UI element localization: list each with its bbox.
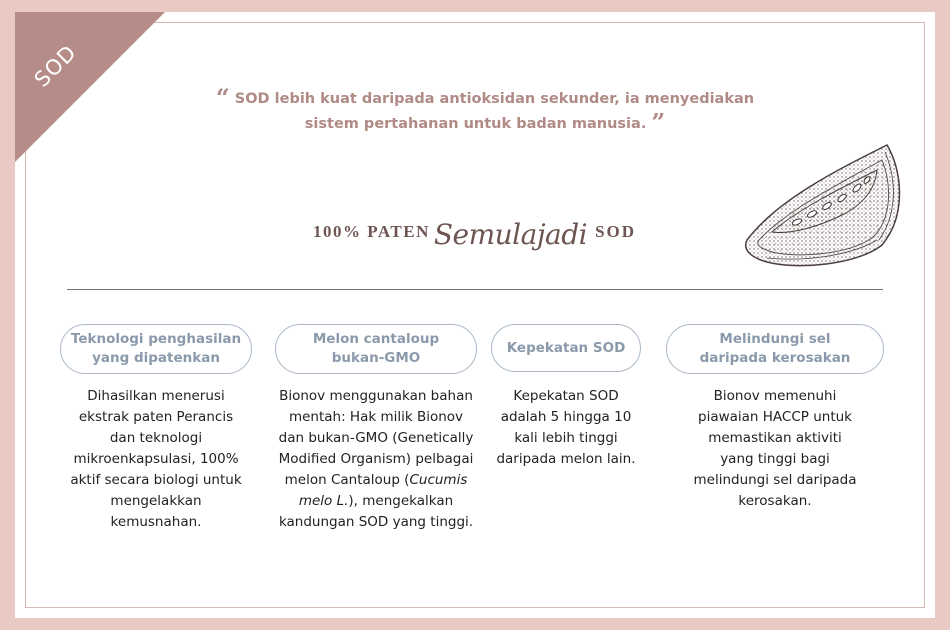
feature-3-description	[489, 386, 643, 470]
feature-2-description	[265, 386, 487, 533]
headline-script: Semulajadi	[433, 217, 588, 251]
feature-1-title-line-2: yang dipatenkan	[92, 350, 220, 366]
sod-info-card	[15, 12, 935, 618]
desc-line: melon Cantaloup (	[284, 472, 410, 488]
desc-line: dan teknologi	[109, 430, 203, 446]
headline-part-1: 100% PATEN	[313, 222, 430, 241]
species-name-genus: Cucumis	[409, 472, 468, 488]
feature-column-3	[489, 324, 643, 470]
feature-pill-2	[275, 324, 477, 374]
desc-line: ), mengekalkan	[348, 493, 454, 509]
feature-4-title-line-1: Melindungi sel	[719, 331, 831, 347]
desc-line: kerosakan.	[738, 493, 812, 509]
feature-column-1	[53, 324, 259, 533]
feature-1-title-line-1: Teknologi penghasilan	[70, 331, 242, 347]
feature-pill-1	[60, 324, 252, 374]
species-name-epithet: melo L.	[298, 493, 349, 509]
quote-line-1: SOD lebih kuat daripada antioksidan sekunder, ia menyediakan	[234, 91, 755, 107]
desc-line: mengelakkan	[110, 493, 202, 509]
feature-2-title-line-1: Melon cantaloup	[312, 331, 440, 347]
desc-line: kali lebih tinggi	[514, 430, 618, 446]
feature-pill-3	[491, 324, 641, 372]
open-quote-mark: “	[215, 83, 230, 112]
desc-line: yang tinggi bagi	[720, 451, 830, 467]
desc-line: Kepekatan SOD	[513, 388, 619, 404]
melon-slice-icon	[737, 140, 907, 270]
desc-line: Modified Organism) pelbagai	[278, 451, 474, 467]
desc-line: mentah: Hak milik Bionov	[288, 409, 464, 425]
feature-4-title-line-2: daripada kerosakan	[699, 350, 851, 366]
desc-line: ekstrak paten Perancis	[78, 409, 234, 425]
close-quote-mark: ”	[651, 108, 666, 137]
quote-line-2: sistem pertahanan untuk badan manusia.	[304, 116, 647, 132]
desc-line: aktif secara biologi untuk	[70, 472, 242, 488]
feature-column-4	[663, 324, 887, 512]
desc-line: Bionov menggunakan bahan	[279, 388, 473, 404]
feature-pill-4	[666, 324, 884, 374]
feature-column-2	[265, 324, 487, 533]
headline	[313, 202, 636, 262]
corner-ribbon	[15, 12, 165, 162]
quote-block	[175, 83, 795, 137]
desc-line: kandungan SOD yang tinggi.	[278, 514, 474, 530]
feature-3-title: Kepekatan SOD	[506, 339, 626, 356]
desc-line: adalah 5 hingga 10	[500, 409, 632, 425]
desc-line: memastikan aktiviti	[708, 430, 842, 446]
feature-4-description	[663, 386, 887, 512]
desc-line: dan bukan-GMO (Genetically	[278, 430, 474, 446]
desc-line: melindungi sel daripada	[693, 472, 857, 488]
desc-line: Bionov memenuhi	[713, 388, 837, 404]
feature-1-description	[53, 386, 259, 533]
headline-part-2: SOD	[595, 222, 637, 241]
desc-line: piawaian HACCP untuk	[698, 409, 852, 425]
divider-line	[67, 289, 883, 290]
desc-line: kemusnahan.	[110, 514, 202, 530]
desc-line: mikroenkapsulasi, 100%	[73, 451, 239, 467]
feature-2-title-line-2: bukan-GMO	[331, 350, 421, 366]
corner-label: SOD	[29, 40, 82, 92]
desc-line: Dihasilkan menerusi	[87, 388, 225, 404]
desc-line: daripada melon lain.	[496, 451, 636, 467]
